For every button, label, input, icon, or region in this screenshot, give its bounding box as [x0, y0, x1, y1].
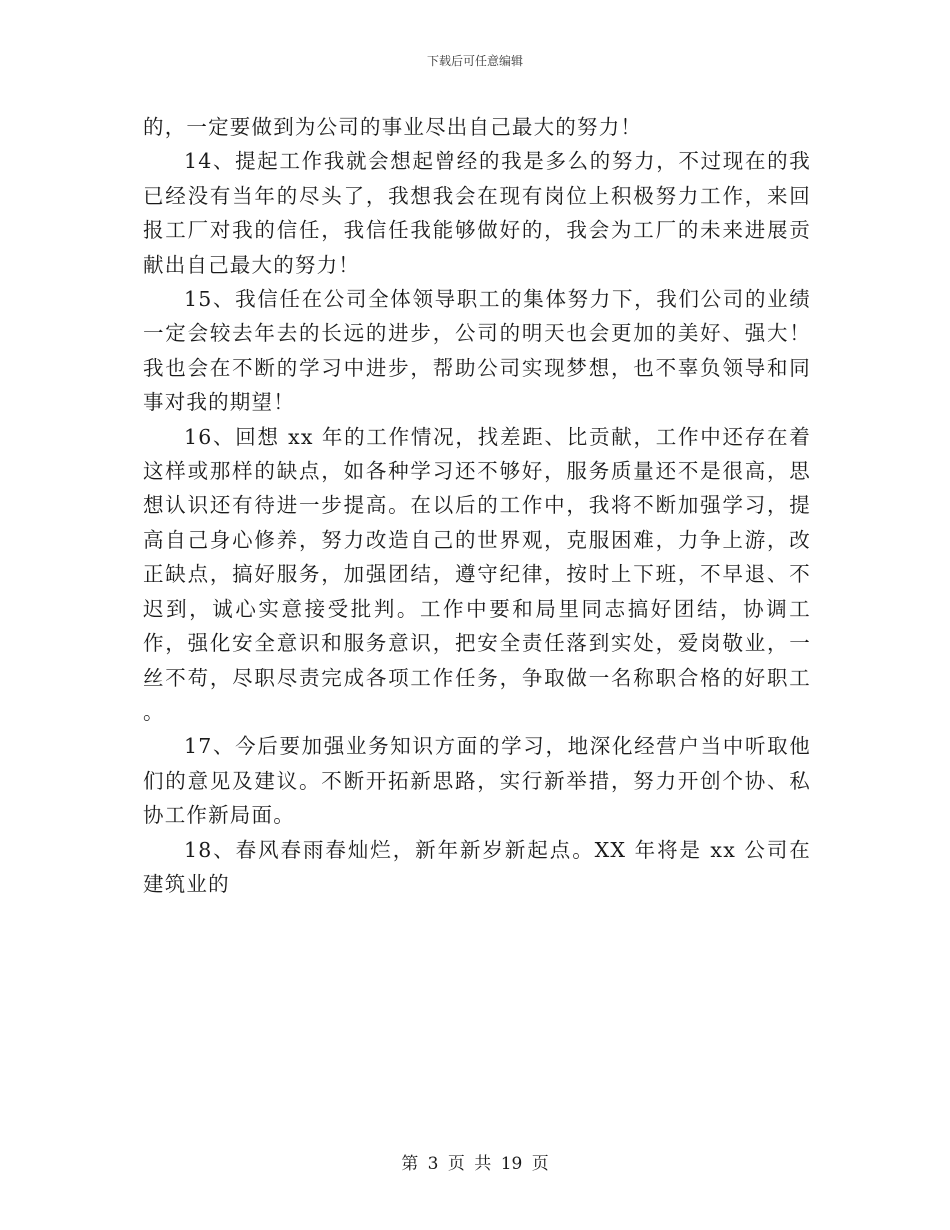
- paragraph-continuation: 的，一定要做到为公司的事业尽出自己最大的努力！: [143, 115, 643, 139]
- paragraph-14: 14、提起工作我就会想起曾经的我是多么的努力，不过现在的我已经没有当年的尽头了，我想我会在现有岗位上积极努力工作，来回报工厂对我的信任，我信任我能够做好的，我会为工厂的未来进展贡献出自己最大的努力！: [143, 149, 811, 277]
- page-number-footer: 第 3 页 共 19 页: [401, 1154, 549, 1174]
- paragraph-16: 16、回想 xx 年的工作情况，找差距、比贡献，工作中还存在着这样或那样的缺点，如各种学习还不够好，服务质量还不是很高，思想认识还有待进一步提高。在以后的工作中，我将不断加强学习，提高自己身心修养，努力改造自己的世界观，克服困难，力争上游，改正缺点，搞好服务，加强团结，遵守纪律，按时上下班，不早退、不迟到，诚心实意接受批判。工作中要和局里同志搞好团结，协调工作，强化安全意识和服务意识，把安全责任落到实处，爱岗敬业，一丝不苟，尽职尽责完成各项工作任务，争取做一名称职合格的好职工 。: [143, 424, 811, 724]
- paragraph-17: 17、今后要加强业务知识方面的学习，地深化经营户当中听取他们的意见及建议。不断开拓新思路，实行新举措，努力开创个协、私协工作新局面。: [143, 734, 811, 828]
- paragraph-18: 18、春风春雨春灿烂，新年新岁新起点。XX 年将是 xx 公司在建筑业的: [143, 837, 811, 896]
- document-body: [143, 110, 811, 901]
- page-header: 下载后可任意编辑: [426, 54, 523, 68]
- paragraph-15: 15、我信任在公司全体领导职工的集体努力下，我们公司的业绩一定会较去年去的长远的进步，公司的明天也会更加的美好、强大！我也会在不断的学习中进步，帮助公司实现梦想，也不辜负领导和同事对我的期望！: [143, 287, 811, 415]
